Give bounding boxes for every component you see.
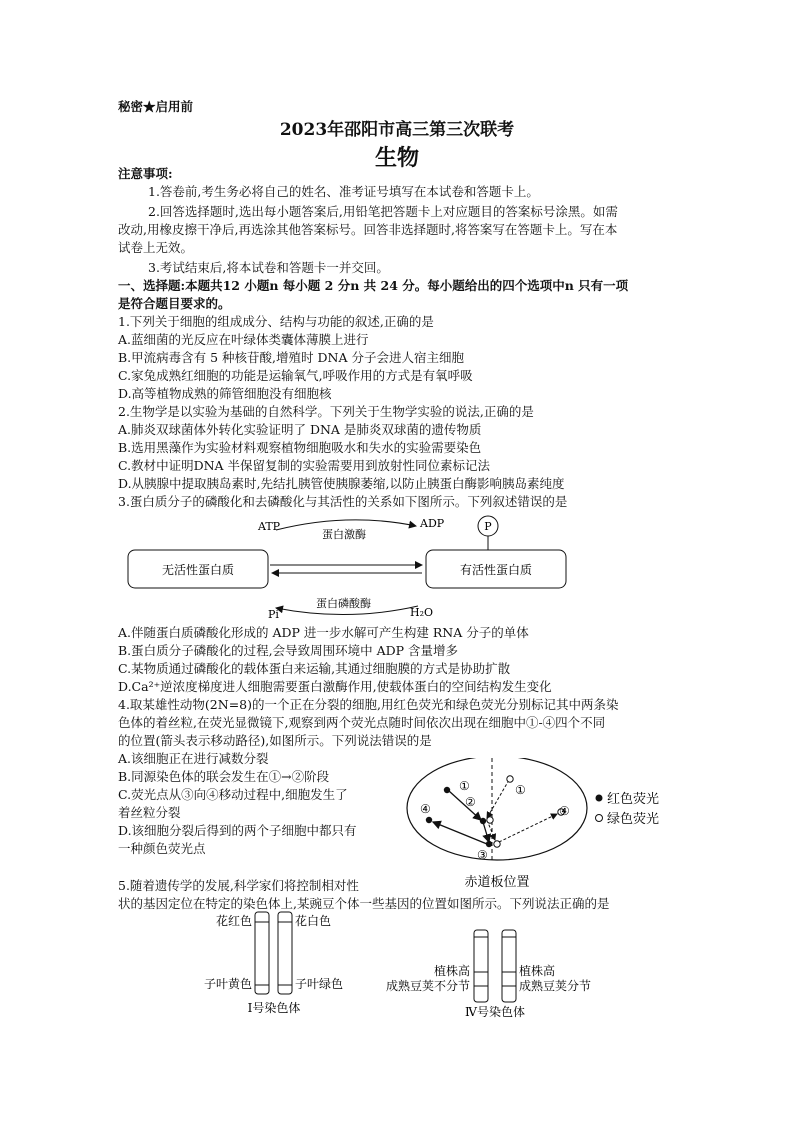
exam-title: 2023年邵阳市高三第三次联考 (279, 120, 515, 140)
equatorial-plate-label: 赤道板位置 (464, 875, 530, 890)
h2o-label: H₂O (410, 606, 434, 619)
q3-option-a: A.伴随蛋白质磷酸化形成的 ADP 进一步水解可产生构建 RNA 分子的单体 (118, 625, 529, 640)
pod-segmented-label: 成熟豆荚分节 (519, 979, 592, 993)
q2-option-a: A.肺炎双球菌体外转化实验证明了 DNA 是肺炎双球菌的遗传物质 (118, 422, 482, 437)
position-1-green: ① (515, 783, 526, 797)
q5-stem-1: 5.随着遗传学的发展,科学家们将控制相对性 (118, 878, 359, 893)
note-1: 1.答卷前,考生务必将自己的姓名、准考证号填写在本试卷和答题卡上。 (148, 184, 539, 199)
q3-stem: 3.蛋白质分子的磷酸化和去磷酸化与其活性的关系如下图所示。下列叙述错误的是 (118, 494, 568, 509)
leaf-green-label: 子叶绿色 (295, 977, 344, 991)
phosphate-label: P (484, 520, 492, 533)
pi-label: Pi (268, 608, 279, 621)
q5-diagram (180, 910, 620, 1022)
chrom-1-label: Ⅰ号染色体 (247, 1001, 301, 1015)
tall-label-left: 植株高 (433, 964, 470, 978)
q2-stem: 2.生物学是以实验为基础的自然科学。下列关于生物学实验的说法,正确的是 (118, 404, 534, 419)
chrom-1-left (255, 912, 269, 994)
q4-option-d: D.该细胞分裂后得到的两个子细胞中都只有 (118, 823, 357, 838)
section-heading: 一、选择题:本题共12 小题n 每小题 2 分n 共 24 分。每小题给出的四个选项中n 只有一项 (118, 278, 629, 293)
section-heading-cont: 是符合题目要求的。 (118, 296, 231, 311)
red-dot-3 (486, 841, 492, 847)
position-2: ② (465, 795, 476, 809)
q5-stem-2: 状的基因定位在特定的染色体上,某豌豆个体一些基因的位置如图所示。下列说法正确的是 (118, 896, 610, 911)
q4-option-b: B.同源染色体的联会发生在①→②阶段 (118, 769, 330, 784)
position-1-red: ① (459, 779, 470, 793)
notes-heading: 注意事项: (118, 166, 173, 181)
q4-stem-3: 的位置(箭头表示移动路径),如图所示。下列说法错误的是 (118, 733, 432, 748)
flower-white-label: 花白色 (295, 914, 332, 928)
q4-option-d-cont: 一种颜色荧光点 (118, 841, 206, 856)
q3-option-c: C.某物质通过磷酸化的载体蛋白来运输,其通过细胞膜的方式是协助扩散 (118, 661, 511, 676)
green-dot-2 (487, 817, 493, 823)
note-2-cont: 改动,用橡皮擦干净后,再选涂其他答案标号。回答非选择题时,将答案写在答题卡上。写在本 (118, 222, 618, 237)
red-dot-2 (480, 818, 486, 824)
note-3: 3.考试结束后,将本试卷和答题卡一并交回。 (148, 260, 389, 275)
q1-option-c: C.家兔成熟红细胞的功能是运输氧气,呼吸作用的方式是有氧呼吸 (118, 368, 473, 383)
q4-stem-2: 色体的着丝粒,在荧光显微镜下,观察到两个荧光点随时间依次出现在细胞中①-④四个不同 (118, 715, 606, 730)
legend-green-dot (596, 815, 603, 822)
subject-title: 生物 (374, 145, 419, 171)
chrom-4-left (474, 930, 488, 1002)
q4-diagram (405, 758, 705, 893)
legend-red-dot (596, 795, 603, 802)
q4-option-a: A.该细胞正在进行减数分裂 (118, 751, 269, 766)
q4-stem-1: 4.取某雄性动物(2N=8)的一个正在分裂的细胞,用红色荧光和绿色荧光分别标记其中两条染 (118, 697, 619, 712)
q1-option-a: A.蓝细菌的光反应在叶绿体类囊体薄膜上进行 (118, 332, 369, 347)
q3-option-d: D.Ca²⁺逆浓度梯度进人细胞需要蛋白激酶作用,使载体蛋白的空间结构发生变化 (118, 679, 552, 694)
q4-option-c: C.荧光点从③向④移动过程中,细胞发生了 (118, 787, 348, 802)
kinase-label: 蛋白激酶 (322, 528, 366, 541)
q1-option-b: B.甲流病毒含有 5 种核苷酸,增殖时 DNA 分子会进人宿主细胞 (118, 350, 464, 365)
position-4-red: ④ (420, 802, 431, 816)
q3-option-b: B.蛋白质分子磷酸化的过程,会导致周围环境中 ADP 含量增多 (118, 643, 459, 658)
flower-red-label: 花红色 (215, 914, 252, 928)
green-dot-3 (494, 841, 500, 847)
position-3: ③ (477, 848, 488, 862)
q2-option-b: B.选用黑藻作为实验材料观察植物细胞吸水和失水的实验需要染色 (118, 440, 482, 455)
atp-label: ATP (258, 520, 281, 533)
q3-diagram (118, 510, 578, 625)
chrom-4-right (502, 930, 516, 1002)
note-2: 2.回答选择题时,选出每小题答案后,用铅笔把答题卡上对应题目的答案标号涂黑。如需 (148, 204, 618, 219)
q2-option-d: D.从胰腺中提取胰岛素时,先结扎胰管使胰腺萎缩,以防止胰蛋白酶影响胰岛素纯度 (118, 476, 565, 491)
chrom-1-right (278, 912, 292, 994)
note-2-end: 试卷上无效。 (118, 240, 194, 255)
inactive-protein-label: 无活性蛋白质 (161, 563, 235, 577)
chrom-4-label: Ⅳ号染色体 (465, 1005, 525, 1019)
active-protein-label: 有活性蛋白质 (459, 563, 533, 577)
q4-option-c-cont: 着丝粒分裂 (118, 805, 181, 820)
adp-label: ADP (420, 517, 445, 530)
pod-unsegmented-label: 成熟豆荚不分节 (385, 979, 470, 993)
tall-label-right: 植株高 (519, 964, 556, 978)
position-4-green: ④ (559, 804, 570, 818)
legend-green-label: 绿色荧光 (607, 812, 660, 827)
green-dot-1 (507, 776, 513, 782)
red-dot-4 (426, 817, 432, 823)
q1-option-d: D.高等植物成熟的筛管细胞没有细胞核 (118, 386, 332, 401)
q2-option-c: C.教材中证明DNA 半保留复制的实验需要用到放射性同位素标记法 (118, 458, 491, 473)
legend-red-label: 红色荧光 (607, 792, 660, 807)
red-dot-1 (444, 787, 450, 793)
secret-label: 秘密★启用前 (118, 99, 194, 114)
q1-stem: 1.下列关于细胞的组成成分、结构与功能的叙述,正确的是 (118, 314, 434, 329)
phosphatase-label: 蛋白磷酸酶 (316, 597, 371, 610)
leaf-yellow-label: 子叶黄色 (203, 977, 252, 991)
